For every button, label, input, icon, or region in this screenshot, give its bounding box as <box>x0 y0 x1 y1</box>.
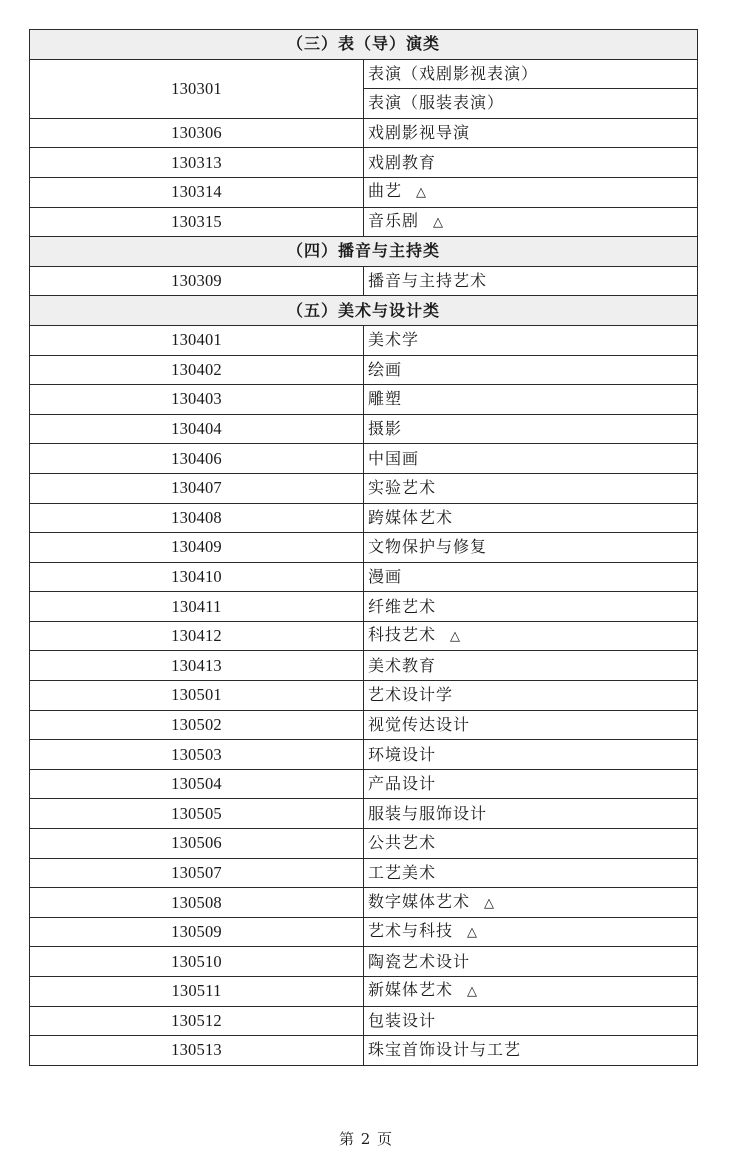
table-row <box>30 118 698 148</box>
table-row <box>30 355 698 385</box>
major-code: 130412 <box>30 621 364 651</box>
major-code: 130410 <box>30 562 364 592</box>
major-name-cell <box>364 473 698 503</box>
major-code: 130501 <box>30 681 364 711</box>
table-row <box>30 651 698 681</box>
triangle-mark-icon: △ <box>450 629 462 645</box>
major-name-cell <box>364 414 698 444</box>
major-name: 表演（戏剧影视表演） <box>368 63 539 83</box>
major-code: 130313 <box>30 148 364 178</box>
table-row <box>30 917 698 947</box>
major-code: 130502 <box>30 710 364 740</box>
major-name: 曲艺 <box>368 181 403 201</box>
major-name: 服装与服饰设计 <box>368 803 488 823</box>
triangle-mark-icon: △ <box>467 925 479 941</box>
major-name-cell <box>364 769 698 799</box>
major-name-cell <box>364 592 698 622</box>
major-code: 130513 <box>30 1036 364 1066</box>
major-name-cell <box>364 444 698 474</box>
page-number: 第 2 页 <box>338 1130 394 1148</box>
major-code: 130508 <box>30 888 364 918</box>
major-code: 130512 <box>30 1006 364 1036</box>
major-name-cell <box>364 177 698 207</box>
table-row <box>30 562 698 592</box>
major-code: 130306 <box>30 118 364 148</box>
major-name-cell <box>364 740 698 770</box>
table-row <box>30 1036 698 1066</box>
major-name: 环境设计 <box>368 744 437 764</box>
major-name-cell <box>364 562 698 592</box>
major-name: 工艺美术 <box>368 862 437 882</box>
triangle-mark-icon: △ <box>416 185 428 201</box>
major-name: 绘画 <box>368 359 403 379</box>
major-code: 130506 <box>30 829 364 859</box>
table-row <box>30 888 698 918</box>
major-code: 130505 <box>30 799 364 829</box>
table-row <box>30 977 698 1007</box>
major-name: 美术教育 <box>368 655 437 675</box>
major-name: 跨媒体艺术 <box>368 507 454 527</box>
major-name-cell <box>364 89 698 119</box>
major-name: 陶瓷艺术设计 <box>368 951 471 971</box>
table-row <box>30 503 698 533</box>
major-name: 漫画 <box>368 566 403 586</box>
major-name: 包装设计 <box>368 1010 437 1030</box>
major-name-cell <box>364 355 698 385</box>
major-code: 130507 <box>30 858 364 888</box>
major-name-cell <box>364 148 698 178</box>
major-name: 公共艺术 <box>368 833 437 853</box>
table-row <box>30 533 698 563</box>
major-name-cell <box>364 651 698 681</box>
major-code: 130314 <box>30 177 364 207</box>
major-code: 130301 <box>30 59 364 118</box>
section-header-row <box>30 30 698 60</box>
section-header-row <box>30 296 698 326</box>
major-name-cell <box>364 829 698 859</box>
table-row <box>30 799 698 829</box>
table-row <box>30 325 698 355</box>
major-name-cell <box>364 858 698 888</box>
triangle-mark-icon: △ <box>484 895 496 911</box>
major-name-cell <box>364 207 698 237</box>
major-code: 130510 <box>30 947 364 977</box>
table-row <box>30 59 698 89</box>
major-name: 戏剧教育 <box>368 152 437 172</box>
major-code: 130403 <box>30 385 364 415</box>
major-name: 数字媒体艺术 <box>368 891 471 911</box>
triangle-mark-icon: △ <box>467 984 479 1000</box>
major-name: 音乐剧 <box>368 210 420 230</box>
major-catalog-table <box>29 29 698 1066</box>
table-row <box>30 473 698 503</box>
table-row <box>30 414 698 444</box>
major-name-cell <box>364 799 698 829</box>
section-title: （四）播音与主持类 <box>30 237 698 267</box>
major-name: 戏剧影视导演 <box>368 123 471 143</box>
major-code: 130408 <box>30 503 364 533</box>
major-code: 130509 <box>30 917 364 947</box>
major-code: 130504 <box>30 769 364 799</box>
major-name: 文物保护与修复 <box>368 537 488 557</box>
major-code: 130404 <box>30 414 364 444</box>
major-code: 130503 <box>30 740 364 770</box>
table-row <box>30 148 698 178</box>
section-title: （三）表（导）演类 <box>30 30 698 60</box>
major-name-cell <box>364 681 698 711</box>
major-code: 130402 <box>30 355 364 385</box>
major-name-cell <box>364 118 698 148</box>
major-name: 摄影 <box>368 419 403 439</box>
table-row <box>30 681 698 711</box>
section-header-row <box>30 237 698 267</box>
major-name: 产品设计 <box>368 774 437 794</box>
major-code: 130309 <box>30 266 364 296</box>
table-row <box>30 769 698 799</box>
major-name-cell <box>364 888 698 918</box>
major-name: 新媒体艺术 <box>368 980 454 1000</box>
section-title: （五）美术与设计类 <box>30 296 698 326</box>
major-name-cell <box>364 385 698 415</box>
table-row <box>30 829 698 859</box>
major-name: 艺术与科技 <box>368 921 454 941</box>
major-code: 130413 <box>30 651 364 681</box>
major-name-cell <box>364 59 698 89</box>
major-name-cell <box>364 1006 698 1036</box>
table-row <box>30 1006 698 1036</box>
major-name: 珠宝首饰设计与工艺 <box>368 1040 522 1060</box>
major-name: 科技艺术 <box>368 625 437 645</box>
major-code: 130409 <box>30 533 364 563</box>
major-name: 表演（服装表演） <box>368 93 505 113</box>
major-name: 中国画 <box>368 448 420 468</box>
major-name: 雕塑 <box>368 389 403 409</box>
major-name-cell <box>364 533 698 563</box>
major-catalog-table-body <box>30 30 698 1066</box>
major-name-cell <box>364 1036 698 1066</box>
table-row <box>30 444 698 474</box>
table-row <box>30 858 698 888</box>
major-code: 130407 <box>30 473 364 503</box>
major-code: 130315 <box>30 207 364 237</box>
table-row <box>30 266 698 296</box>
major-name: 纤维艺术 <box>368 596 437 616</box>
major-name-cell <box>364 266 698 296</box>
major-name: 艺术设计学 <box>368 685 454 705</box>
major-code: 130511 <box>30 977 364 1007</box>
major-name-cell <box>364 325 698 355</box>
table-row <box>30 592 698 622</box>
table-row <box>30 947 698 977</box>
major-code: 130401 <box>30 325 364 355</box>
major-name-cell <box>364 977 698 1007</box>
major-name-cell <box>364 621 698 651</box>
major-name-cell <box>364 503 698 533</box>
table-row <box>30 740 698 770</box>
major-name: 播音与主持艺术 <box>368 271 488 291</box>
table-row <box>30 710 698 740</box>
major-name-cell <box>364 947 698 977</box>
table-row <box>30 385 698 415</box>
major-code: 130406 <box>30 444 364 474</box>
triangle-mark-icon: △ <box>433 214 445 230</box>
table-row <box>30 207 698 237</box>
major-code: 130411 <box>30 592 364 622</box>
major-name: 视觉传达设计 <box>368 714 471 734</box>
major-name-cell <box>364 710 698 740</box>
table-row <box>30 621 698 651</box>
major-name: 实验艺术 <box>368 478 437 498</box>
major-name: 美术学 <box>368 330 420 350</box>
major-name-cell <box>364 917 698 947</box>
table-row <box>30 177 698 207</box>
